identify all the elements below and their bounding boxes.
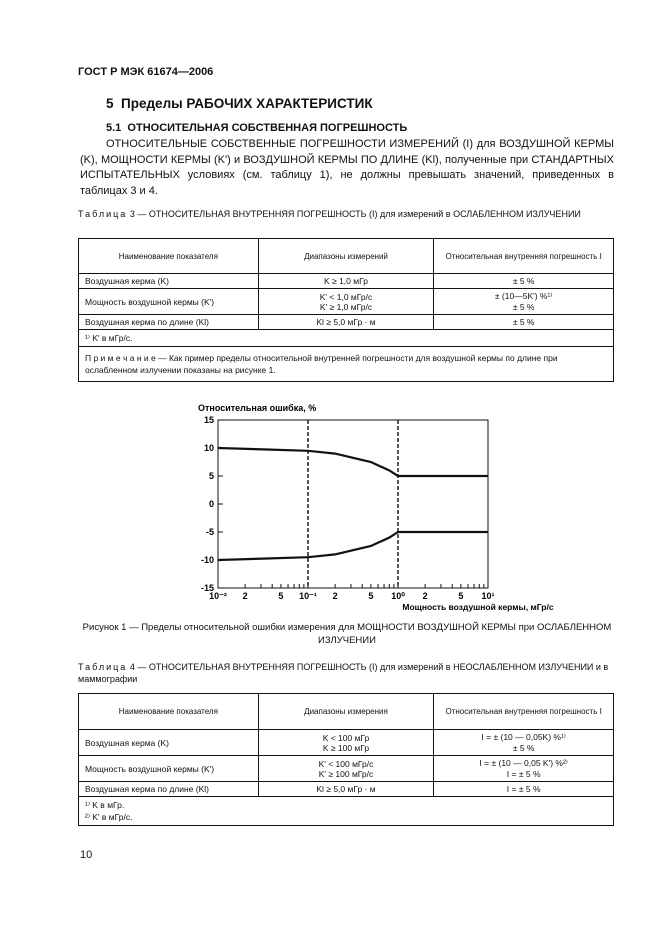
x-tick-label: 5 <box>278 591 284 601</box>
table4-header: Наименование показателя <box>79 694 259 730</box>
x-tick-label: 2 <box>332 591 338 601</box>
table3-caption-text: — ОТНОСИТЕЛЬНАЯ ВНУТРЕННЯЯ ПОГРЕШНОСТЬ (I) для измерений в ОСЛАБЛЕННОМ ИЗЛУЧЕНИИ <box>137 209 581 219</box>
table-row <box>79 756 614 782</box>
table4-cell-range <box>258 782 434 797</box>
section-title: Пределы РАБОЧИХ ХАРАКТЕРИСТИК <box>121 96 373 111</box>
table3-cell-range <box>258 289 434 315</box>
err-line: I = ± (10 — 0,05 K') %²⁾ <box>479 758 568 768</box>
table4-caption <box>78 661 618 685</box>
x-tick-label: 10⁻¹ <box>299 591 317 601</box>
table4-cell-err <box>434 756 614 782</box>
err-line: I = ± 5 % <box>506 784 541 794</box>
x-axis-label: Мощность воздушной кермы, мГр/с <box>402 602 554 612</box>
range-line: K' ≥ 1,0 мГр/с <box>319 301 373 312</box>
table4-cell-err <box>434 782 614 797</box>
y-tick-label: 10 <box>203 443 214 453</box>
err-line: ± (10—5K') %¹⁾ <box>494 291 553 301</box>
plot-frame <box>218 420 488 588</box>
table-row <box>79 315 614 330</box>
err-line: ± 5 % <box>512 743 535 753</box>
table3-note-row <box>79 347 614 382</box>
table4-cell-range <box>258 756 434 782</box>
table3-cell-err <box>434 315 614 330</box>
x-tick-label: 5 <box>458 591 464 601</box>
x-tick-label: 10⁰ <box>391 591 405 601</box>
table4-caption-num: 4 <box>129 662 135 672</box>
range-line: Kl ≥ 5,0 мГр · м <box>316 784 376 794</box>
table3-cell-range <box>258 274 434 289</box>
table-row <box>79 782 614 797</box>
table4-footnotes <box>79 797 614 826</box>
range-line: Kl ≥ 5,0 мГр · м <box>316 317 376 327</box>
range-line: K < 100 мГр <box>322 732 370 743</box>
table4-cell-name: Воздушная керма (K) <box>79 730 259 756</box>
y-tick-label: 0 <box>208 499 214 509</box>
table3-header: Наименование показателя <box>79 239 259 274</box>
table4-header-row <box>79 694 614 730</box>
table4-caption-word: Таблица <box>78 662 128 672</box>
x-tick-label: 2 <box>422 591 428 601</box>
table3-cell-name: Воздушная керма (K) <box>79 274 259 289</box>
error-limits-chart <box>188 398 554 616</box>
range-line: K ≥ 100 мГр <box>322 742 370 753</box>
table4-header: Относительная внутренняя погрешность I <box>434 694 614 730</box>
table3-cell-name: Воздушная керма по длине (Kl) <box>79 315 259 330</box>
table4-cell-err <box>434 730 614 756</box>
table4-footnote-row <box>79 797 614 826</box>
table4-footnote: ¹⁾ K в мГр. <box>85 800 125 810</box>
table3-cell-name: Мощность воздушной кермы (K') <box>79 289 259 315</box>
page-number: 10 <box>80 849 93 861</box>
table3-footnote-row <box>79 330 614 347</box>
table3-caption <box>78 208 618 220</box>
document-header: ГОСТ Р МЭК 61674—2006 <box>78 66 214 78</box>
paragraph-text: ОТНОСИТЕЛЬНЫЕ СОБСТВЕННЫЕ ПОГРЕШНОСТИ ИЗМЕРЕНИЙ (I) для ВОЗДУШНОЙ КЕРМЫ (K), МОЩНОСТИ КЕРМЫ (K') и ВОЗДУШНОЙ КЕРМЫ ПО ДЛИНЕ (Kl), полученные при СТАНДАРТНЫХ ИСПЫТАТЕЛЬНЫХ условиях (см. таблицу 1), не должны превышать значений, приведенных в таблицах 3 и 4. <box>80 138 614 197</box>
err-line: ± 5 % <box>512 276 535 286</box>
table3 <box>78 238 614 382</box>
subsection-title: ОТНОСИТЕЛЬНАЯ СОБСТВЕННАЯ ПОГРЕШНОСТЬ <box>127 122 408 134</box>
section-number: 5 <box>106 96 114 111</box>
range-line: K' ≥ 100 мГр/с <box>318 768 374 779</box>
table3-cell-err <box>434 289 614 315</box>
subsection-number: 5.1 <box>106 122 122 134</box>
x-tick-label: 2 <box>242 591 248 601</box>
range-line: K' < 1,0 мГр/с <box>319 291 373 302</box>
table3-cell-err <box>434 274 614 289</box>
table-row <box>79 730 614 756</box>
table3-header-row <box>79 239 614 274</box>
table3-footnote: ¹⁾ K' в мГр/с. <box>79 330 614 347</box>
limit-curve-1 <box>218 532 488 560</box>
table4-cell-name: Воздушная керма по длине (Kl) <box>79 782 259 797</box>
y-tick-label: 15 <box>203 415 214 425</box>
table4-caption-text: — ОТНОСИТЕЛЬНАЯ ВНУТРЕННЯЯ ПОГРЕШНОСТЬ (I) для измерений в НЕОСЛАБЛЕННОМ ИЗЛУЧЕНИИ и в маммографии <box>78 662 609 684</box>
y-tick-label: -15 <box>200 583 214 593</box>
err-line: ± 5 % <box>512 317 535 327</box>
table-row <box>79 274 614 289</box>
figure-caption: Рисунок 1 — Пределы относительной ошибки измерения для МОЩНОСТИ ВОЗДУШНОЙ КЕРМЫ при ОСЛАБЛЕННОМ ИЗЛУЧЕНИИ <box>82 622 612 646</box>
table4-cell-range <box>258 730 434 756</box>
x-tick-label: 10⁻² <box>209 591 227 601</box>
range-line: K ≥ 1,0 мГр <box>324 276 368 286</box>
table-row <box>79 289 614 315</box>
x-tick-label: 5 <box>368 591 374 601</box>
chart-title: Относительная ошибка, % <box>198 403 317 413</box>
table4 <box>78 693 614 826</box>
err-line: I = ± 5 % <box>506 769 541 779</box>
limit-curve-0 <box>218 448 488 476</box>
table3-caption-word: Таблица <box>78 209 128 219</box>
table3-header: Относительная внутренняя погрешность I <box>434 239 614 274</box>
figure-1 <box>188 398 554 621</box>
y-tick-label: -10 <box>200 555 214 565</box>
body-paragraph <box>80 137 614 199</box>
table4-cell-name: Мощность воздушной кермы (K') <box>79 756 259 782</box>
err-line: I = ± (10 — 0,05K) %¹⁾ <box>481 732 566 742</box>
subsection-heading <box>106 122 407 134</box>
table3-header: Диапазоны измерений <box>258 239 434 274</box>
range-line: K' < 100 мГр/с <box>318 758 374 769</box>
x-tick-label: 10¹ <box>481 591 495 601</box>
err-line: ± 5 % <box>512 302 535 312</box>
y-tick-label: -5 <box>205 527 214 537</box>
table3-cell-range <box>258 315 434 330</box>
y-tick-label: 5 <box>208 471 214 481</box>
table4-footnote: ²⁾ K' в мГр/с. <box>85 812 133 822</box>
section-heading <box>106 96 373 111</box>
table4-header: Диапазоны измерения <box>258 694 434 730</box>
table3-caption-num: 3 <box>129 209 135 219</box>
table3-note: П р и м е ч а н и е — Как пример пределы относительной внутренней погрешности для воздушной кермы по длине при ослабленном излучении показаны на рисунке 1. <box>79 347 614 382</box>
